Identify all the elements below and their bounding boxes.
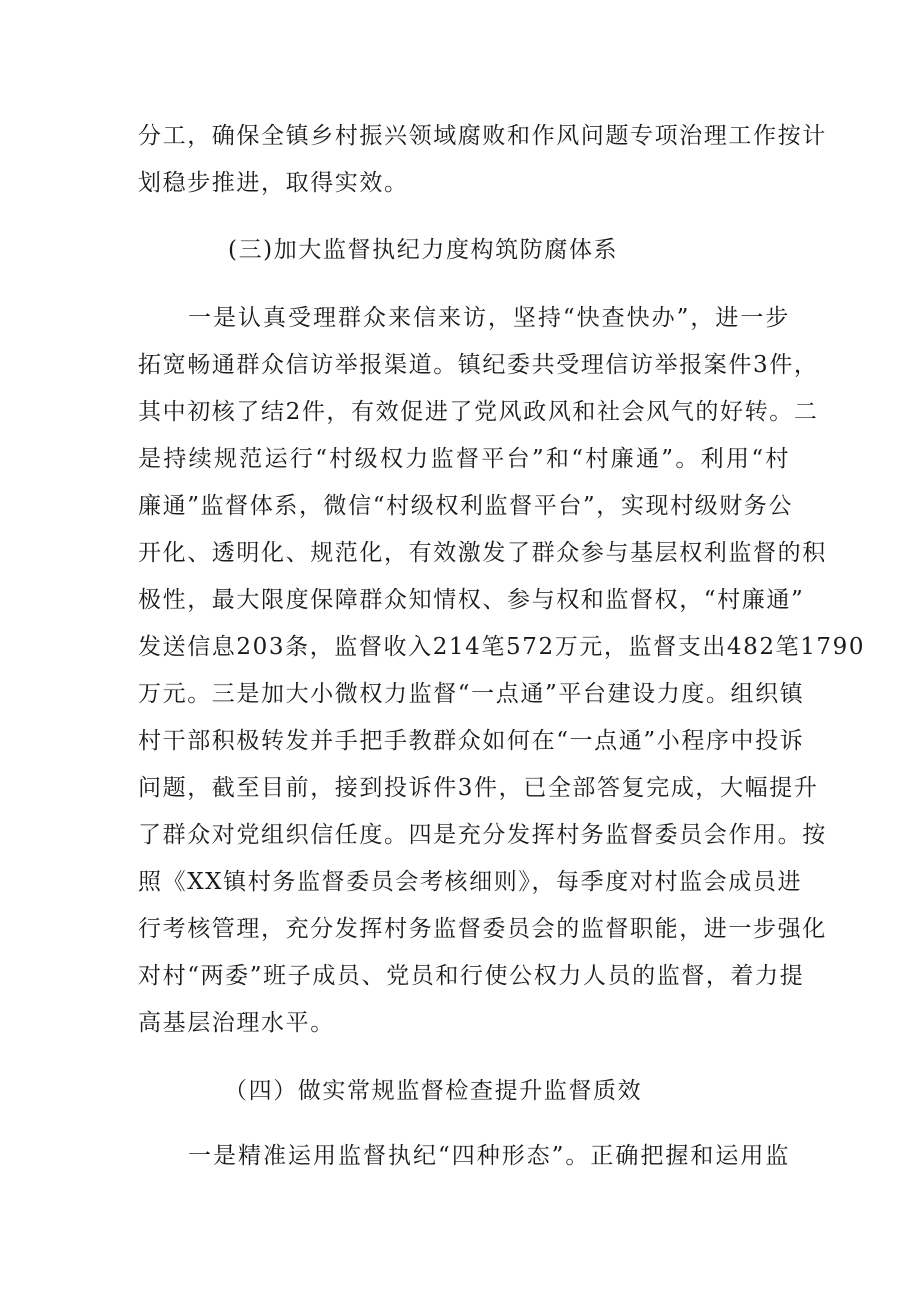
paragraph-line: 发送信息203条，监督收入214笔572万元，监督支出482笔1790 — [138, 634, 866, 660]
paragraph-line: 村干部积极转发并手把手教群众如何在“一点通”小程序中投诉 — [138, 728, 805, 754]
paragraph-line: 一是精准运用监督执纪“四种形态”。正确把握和运用监 — [138, 1143, 790, 1169]
paragraph-line: 了群众对党组织信任度。四是充分发挥村务监督委员会作用。按 — [138, 822, 827, 848]
paragraph-line: 高基层治理水平。 — [138, 1010, 335, 1036]
paragraph-line: 拓宽畅通群众信访举报渠道。镇纪委共受理信访举报案件3件， — [138, 352, 819, 378]
paragraph-line: 廉通”监督体系，微信“村级权利监督平台”，实现村级财务公 — [138, 493, 794, 519]
paragraph-line: 极性，最大限度保障群众知情权、参与权和监督权，“村廉通” — [138, 587, 805, 613]
paragraph-line: 分工，确保全镇乡村振兴领域腐败和作风问题专项治理工作按计 — [138, 123, 827, 149]
section-heading-4: （四）做实常规监督检查提升监督质效 — [224, 1078, 643, 1104]
paragraph-line: 其中初核了结2件，有效促进了党风政风和社会风气的好转。二 — [138, 399, 819, 425]
paragraph-line: 一是认真受理群众来信来访，坚持“快查快办”，进一步 — [138, 305, 790, 331]
paragraph-line: 划稳步推进，取得实效。 — [138, 170, 409, 196]
paragraph-line: 照《XX镇村务监督委员会考核细则》，每季度对村监会成员进 — [138, 869, 803, 895]
paragraph-line: 开化、透明化、规范化，有效激发了群众参与基层权利监督的积 — [138, 540, 827, 566]
paragraph-line: 问题，截至目前，接到投诉件3件，已全部答复完成，大幅提升 — [138, 775, 819, 801]
paragraph-line: 是持续规范运行“村级权力监督平台”和“村廉通”。利用“村 — [138, 446, 790, 472]
paragraph-line: 行考核管理，充分发挥村务监督委员会的监督职能，进一步强化 — [138, 916, 827, 942]
paragraph-line: 对村“两委”班子成员、党员和行使公权力人员的监督，着力提 — [138, 963, 805, 989]
paragraph-line: 万元。三是加大小微权力监督“一点通”平台建设力度。组织镇 — [138, 681, 805, 707]
section-heading-3: (三)加大监督执纪力度构筑防腐体系 — [228, 237, 619, 263]
